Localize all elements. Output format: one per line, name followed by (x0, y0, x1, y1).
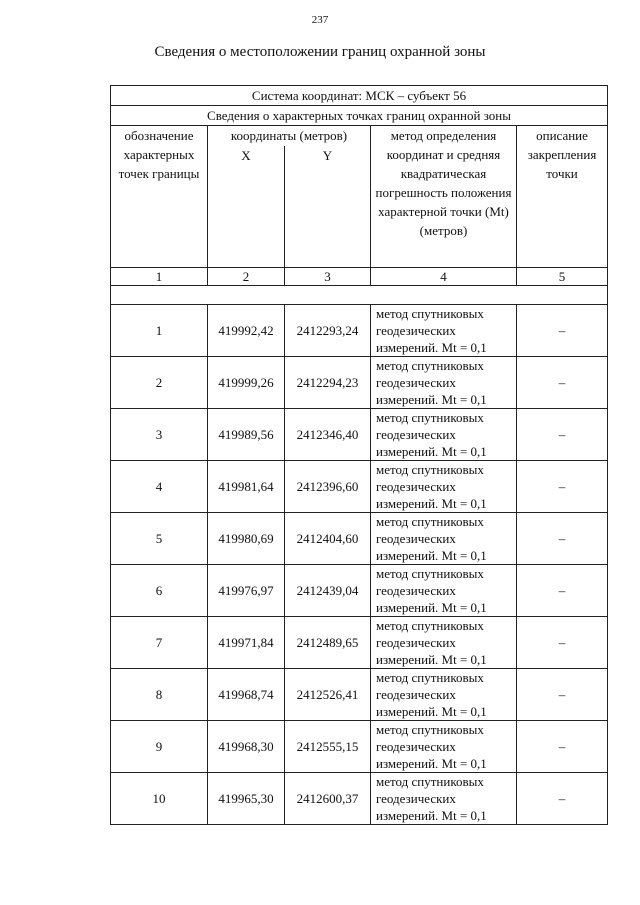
description-cell: – (517, 617, 608, 669)
description-cell: – (517, 305, 608, 357)
y-coordinate-cell: 2412600,37 (285, 773, 371, 825)
header-description: описание закрепления точки (517, 126, 608, 268)
point-number-cell: 4 (111, 461, 208, 513)
page-number: 237 (311, 14, 329, 26)
point-number-cell: 1 (111, 305, 208, 357)
method-cell: метод спутниковых геодезических измерений. Mt = 0,1 (371, 721, 517, 773)
point-number-cell: 2 (111, 357, 208, 409)
coordinate-system-cell: Система координат: МСК – субъект 56 (111, 86, 608, 106)
column-number: 3 (285, 268, 371, 286)
description-cell: – (517, 409, 608, 461)
method-cell: метод спутниковых геодезических измерений. Mt = 0,1 (371, 773, 517, 825)
y-coordinate-cell: 2412293,24 (285, 305, 371, 357)
x-coordinate-cell: 419980,69 (208, 513, 285, 565)
y-coordinate-cell: 2412396,60 (285, 461, 371, 513)
x-coordinate-cell: 419968,74 (208, 669, 285, 721)
column-number: 4 (371, 268, 517, 286)
table-row (111, 565, 608, 617)
table-row (111, 513, 608, 565)
description-cell: – (517, 461, 608, 513)
x-coordinate-cell: 419981,64 (208, 461, 285, 513)
x-coordinate-cell: 419992,42 (208, 305, 285, 357)
description-cell: – (517, 669, 608, 721)
point-number-cell: 7 (111, 617, 208, 669)
table-row (111, 669, 608, 721)
table-row (111, 617, 608, 669)
point-number-cell: 8 (111, 669, 208, 721)
description-cell: – (517, 773, 608, 825)
y-coordinate-cell: 2412294,23 (285, 357, 371, 409)
point-number-cell: 5 (111, 513, 208, 565)
boundary-points-table (110, 85, 608, 825)
method-cell: метод спутниковых геодезических измерений. Mt = 0,1 (371, 617, 517, 669)
y-coordinate-cell: 2412555,15 (285, 721, 371, 773)
method-cell: метод спутниковых геодезических измерений. Mt = 0,1 (371, 565, 517, 617)
table-row (111, 773, 608, 825)
x-coordinate-cell: 419968,30 (208, 721, 285, 773)
point-number-cell: 6 (111, 565, 208, 617)
description-cell: – (517, 565, 608, 617)
header-point-designation: обозначение характерных точек границы (111, 126, 208, 268)
table-subheading: Сведения о характерных точках границ охранной зоны (111, 106, 608, 126)
method-cell: метод спутниковых геодезических измерений. Mt = 0,1 (371, 357, 517, 409)
description-cell: – (517, 357, 608, 409)
y-coordinate-cell: 2412526,41 (285, 669, 371, 721)
document-title: Сведения о местоположении границ охранной зоны (154, 44, 486, 60)
column-number: 2 (208, 268, 285, 286)
table-row (111, 305, 608, 357)
point-number-cell: 10 (111, 773, 208, 825)
x-coordinate-cell: 419989,56 (208, 409, 285, 461)
spacer-row (111, 286, 608, 305)
description-cell: – (517, 513, 608, 565)
point-number-cell: 9 (111, 721, 208, 773)
method-cell: метод спутниковых геодезических измерений. Mt = 0,1 (371, 409, 517, 461)
table-row (111, 721, 608, 773)
table-row (111, 409, 608, 461)
x-coordinate-cell: 419976,97 (208, 565, 285, 617)
header-coordinates: координаты (метров) (208, 126, 371, 147)
x-coordinate-cell: 419999,26 (208, 357, 285, 409)
header-y: Y (285, 146, 371, 268)
method-cell: метод спутниковых геодезических измерений. Mt = 0,1 (371, 669, 517, 721)
method-cell: метод спутниковых геодезических измерений. Mt = 0,1 (371, 513, 517, 565)
x-coordinate-cell: 419965,30 (208, 773, 285, 825)
table-row (111, 357, 608, 409)
y-coordinate-cell: 2412439,04 (285, 565, 371, 617)
method-cell: метод спутниковых геодезических измерений. Mt = 0,1 (371, 305, 517, 357)
table-row (111, 461, 608, 513)
header-method: метод определения координат и средняя квадратическая погрешность положения характерной точки (Mt) (метров) (371, 126, 517, 268)
y-coordinate-cell: 2412489,65 (285, 617, 371, 669)
method-cell: метод спутниковых геодезических измерений. Mt = 0,1 (371, 461, 517, 513)
column-number: 5 (517, 268, 608, 286)
header-x: X (208, 146, 285, 268)
x-coordinate-cell: 419971,84 (208, 617, 285, 669)
y-coordinate-cell: 2412404,60 (285, 513, 371, 565)
description-cell: – (517, 721, 608, 773)
y-coordinate-cell: 2412346,40 (285, 409, 371, 461)
column-number: 1 (111, 268, 208, 286)
point-number-cell: 3 (111, 409, 208, 461)
